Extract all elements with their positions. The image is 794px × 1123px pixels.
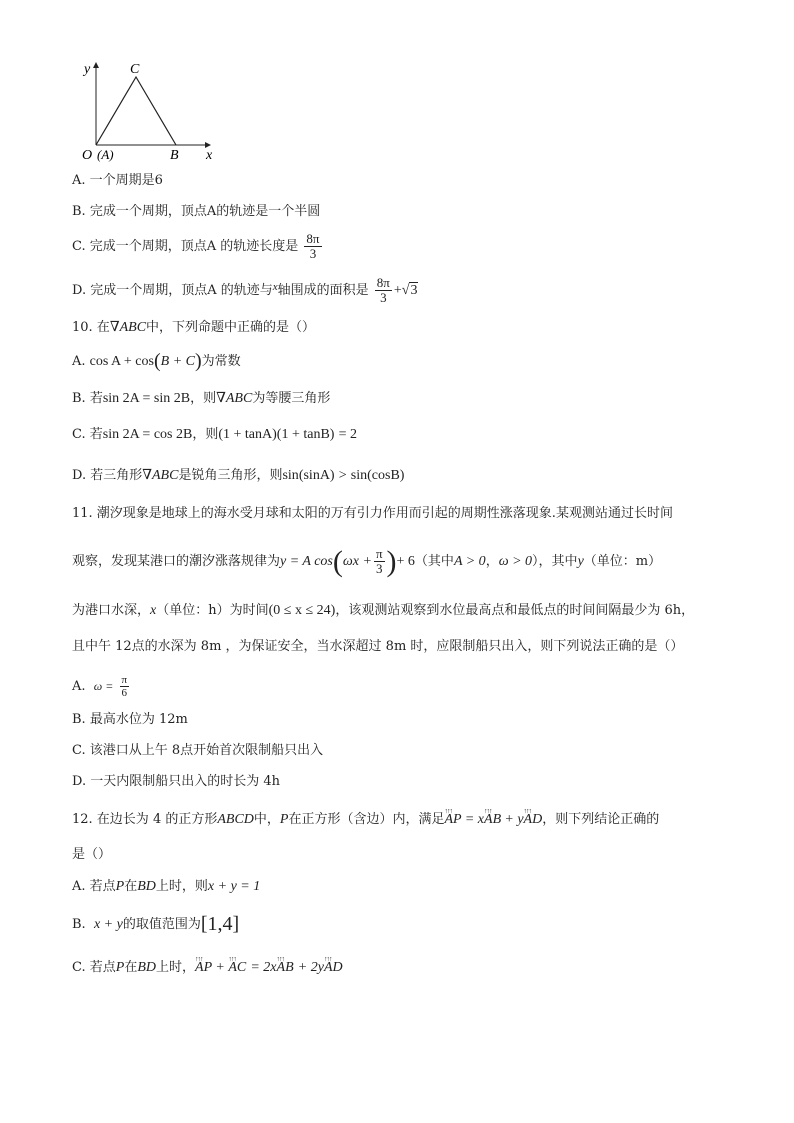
q9-option-b: B. 完成一个周期，顶点A的轨迹是一个半圆: [72, 204, 321, 219]
q12-option-a: A. 若点P在BD上时，则x + y = 1: [72, 879, 261, 894]
b-label: B: [170, 148, 179, 163]
q9-d-fraction: $\frac{8\pi}{3}$: [376, 275, 390, 305]
q11-line3: 为港口水深，x（单位：h）为时间(0 ≤ x ≤ 24)，该观测站观察到水位最高点和最低点的时间间隔最少为 6h，: [72, 603, 695, 618]
y-label: y: [84, 62, 91, 77]
x-label: x: [206, 148, 213, 163]
q11-line4: 且中午 12点的水深为 8m ，为保证安全，当水深超过 8m 时，应限制船只出入，则下列说法正确的是（）: [72, 639, 684, 654]
o-label: O: [82, 148, 93, 163]
q9-option-d: D. 完成一个周期，顶点A 的轨迹与$^x$轴围成的面积是 $\frac{8\pi}{3}$ +√3: [72, 275, 418, 305]
c-label: C: [130, 62, 140, 77]
q9-c-fraction: $\frac{8\pi}{3}$: [306, 231, 320, 261]
q11-a-fraction: $\frac{\pi}{6}$: [121, 674, 128, 699]
q11-option-c: C. 该港口从上午 8点开始首次限制船只出入: [72, 743, 324, 758]
q9-option-c: C. 完成一个周期，顶点A 的轨迹长度是 $\frac{8\pi}{3}$: [72, 231, 320, 261]
q12-option-c: C. 若点P在BD上时，↑↑↑ AP + ↑↑↑ AC = 2x↑↑↑ AB + 2y↑↑↑ AD: [72, 958, 343, 978]
triangle-abc: [96, 77, 176, 145]
sqrt-icon: √3: [401, 283, 418, 298]
q11-option-d: D. 一天内限制船只出入的时长为 4h: [72, 774, 281, 789]
q9-option-a: A. 一个周期是6: [72, 173, 163, 188]
q11-option-b: B. 最高水位为 12m: [72, 712, 188, 727]
q12-line1: 12. 在边长为 4 的正方形ABCD中，P在正方形（含边）内，满足↑↑↑ AP = x↑↑↑ AB + y↑↑↑ AD，则下列结论正确的: [72, 810, 659, 830]
q12-line2: 是（）: [72, 847, 112, 862]
q11-option-a: A. ω = $\frac{\pi}{6}$: [72, 674, 128, 699]
q10-option-d: D. 若三角形∇ABC是锐角三角形，则sin(sinA) > sin(cosB): [72, 468, 405, 483]
q11-line2: 观察，发现某港口的潮汐涨落规律为y = A cos(ωx + $\frac{\pi}{3}$ )+ 6（其中A > 0，ω > 0），其中y（单位：m）: [72, 545, 662, 578]
q10-option-b: B. 若sin 2A = sin 2B，则∇ABC为等腰三角形: [72, 391, 331, 406]
triangle-figure: [70, 55, 270, 165]
q12-option-b: B. x + y的取值范围为[1,4]: [72, 913, 240, 935]
q10-option-c: C. 若sin 2A = cos 2B，则(1 + tanA)(1 + tanB) = 2: [72, 427, 357, 442]
q11-pi-fraction: $\frac{\pi}{3}$: [375, 546, 383, 576]
q10-stem: 10. 在∇ABC中，下列命题中正确的是（）: [72, 320, 316, 335]
a-label: (A): [97, 147, 114, 162]
q11-line1: 11. 潮汐现象是地球上的海水受月球和太阳的万有引力作用而引起的周期性涨落现象.某观测站通过长时间: [72, 506, 673, 521]
q10-option-a: A. cos A + cos(B + C)为常数: [72, 350, 241, 372]
